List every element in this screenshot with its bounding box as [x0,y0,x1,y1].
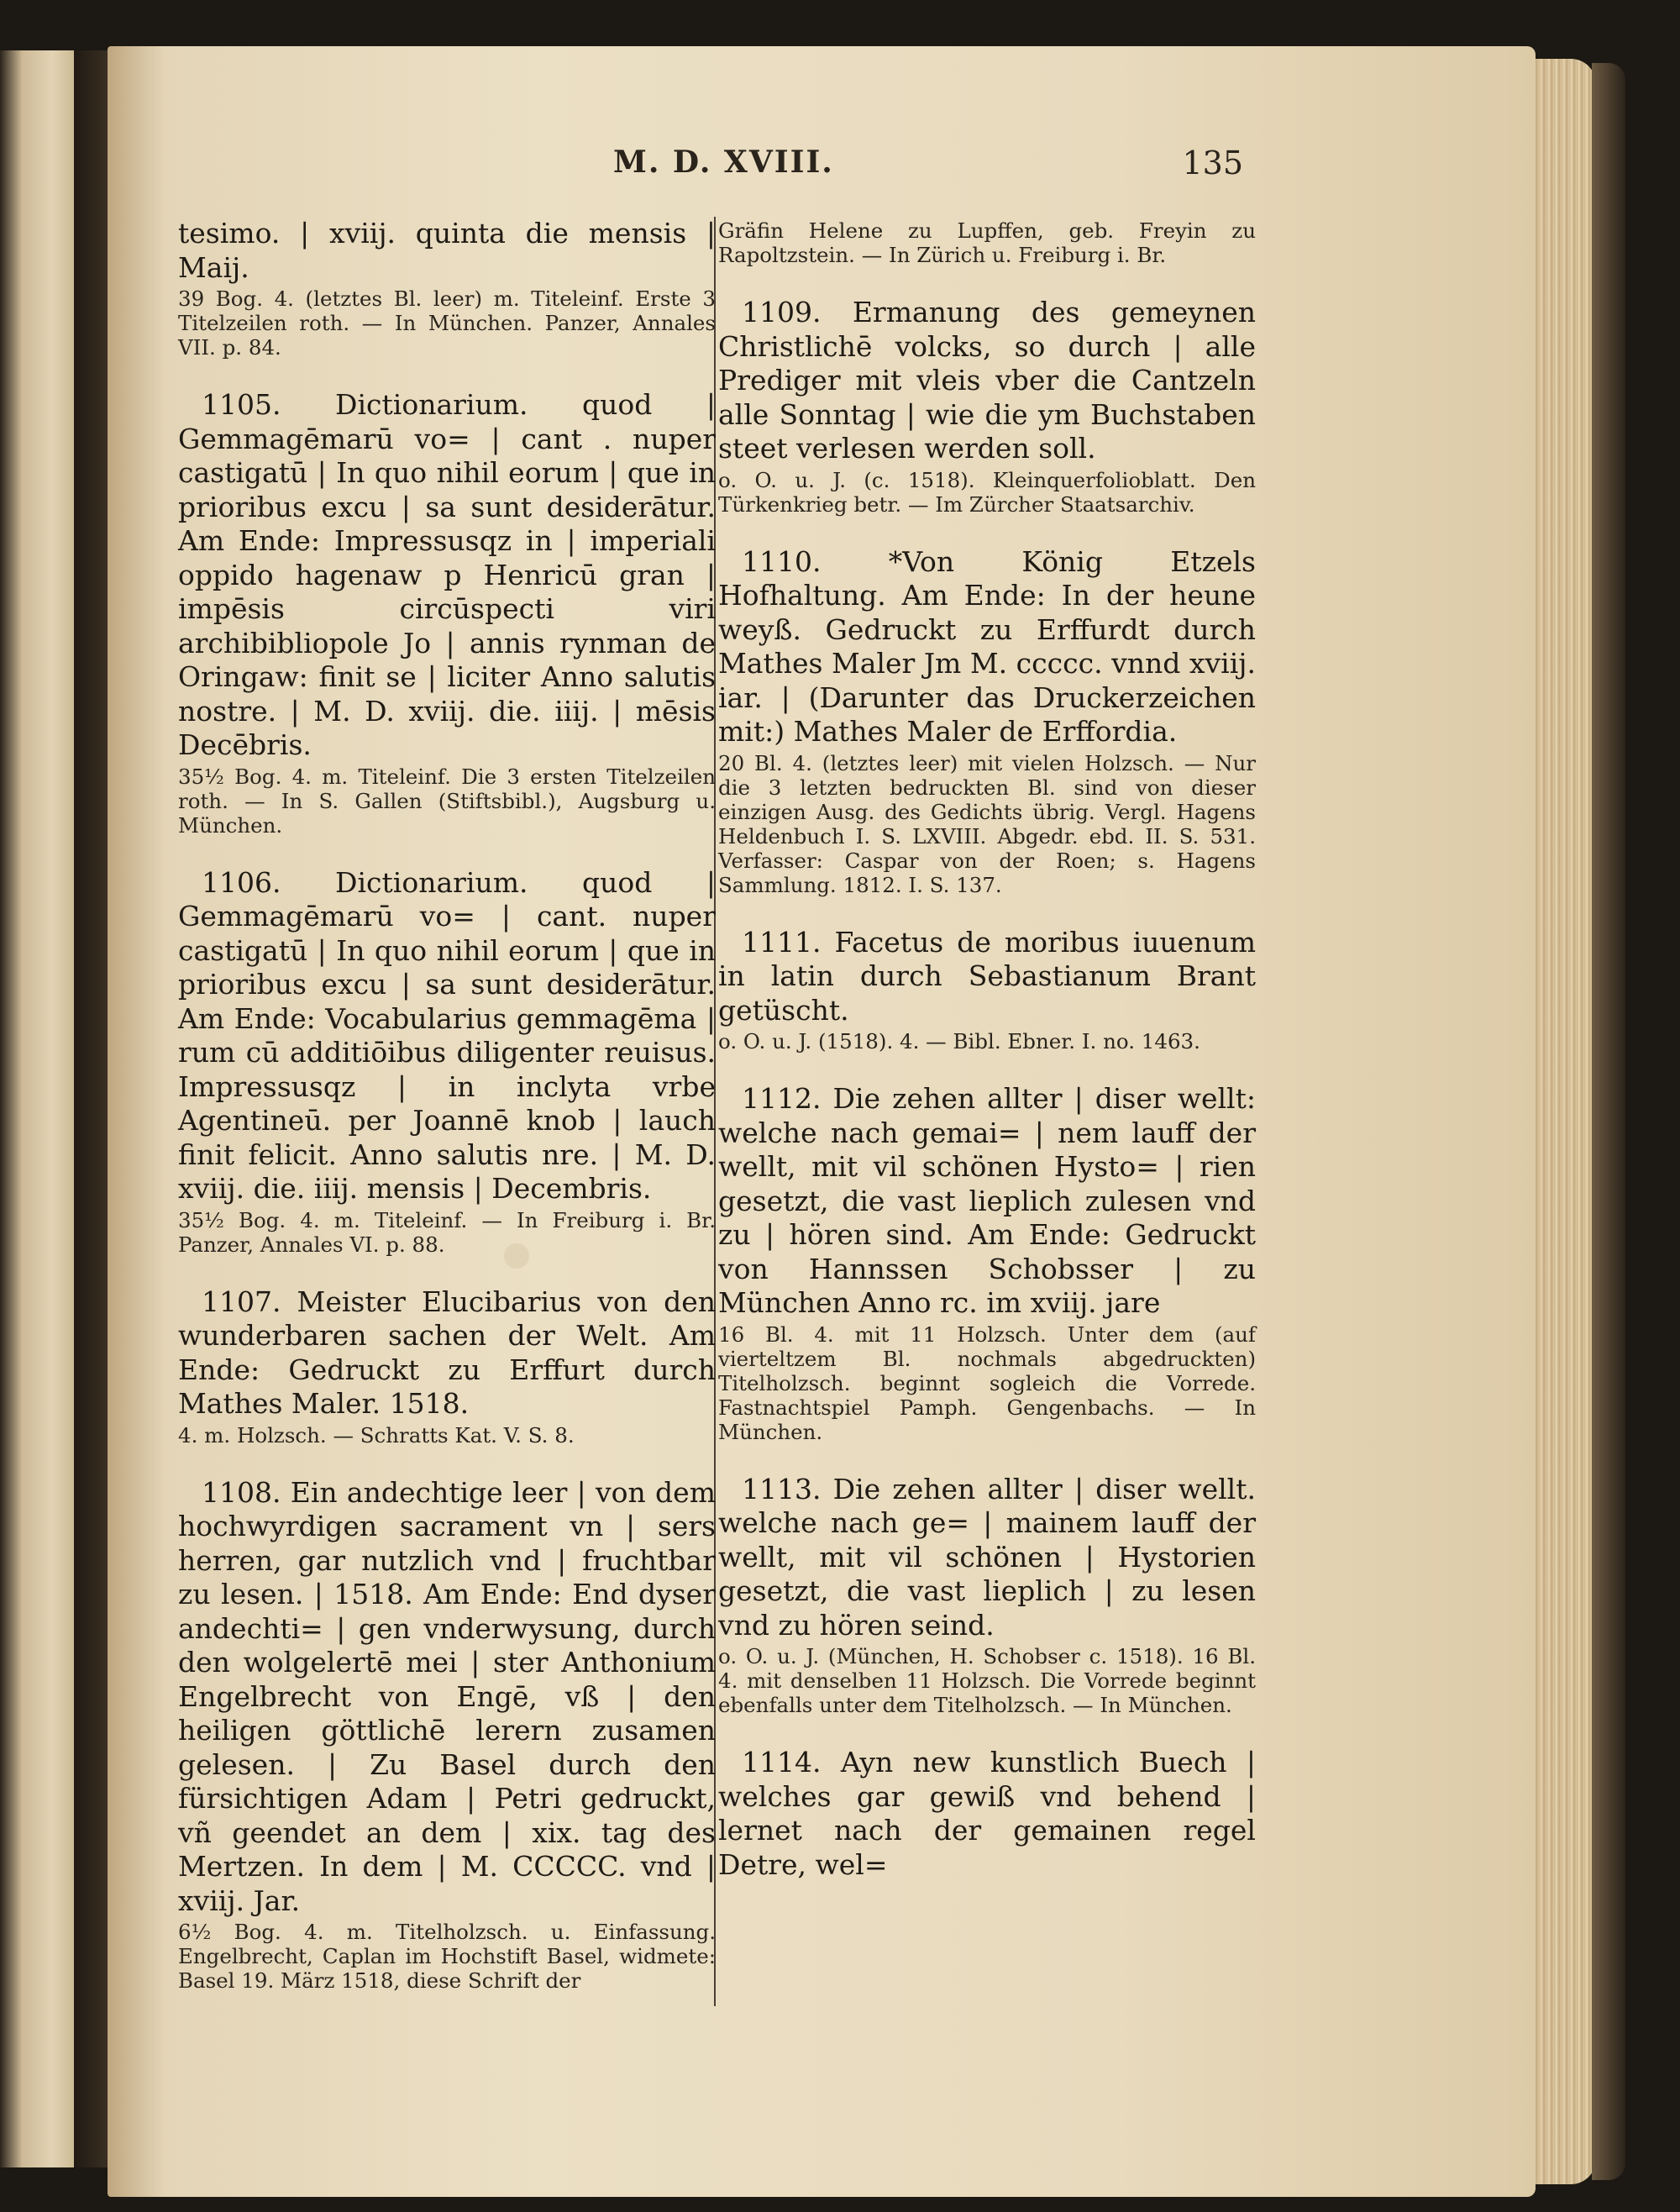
entry-note: o. O. u. J. (München, H. Schobser c. 1518). 16 Bl. 4. mit denselben 11 Holzsch. Die Vorrede beginnt ebenfalls unter dem Titelholzsch. — In München. [718,1644,1256,1717]
entry-note: o. O. u. J. (1518). 4. — Bibl. Ebner. I. no. 1463. [718,1029,1200,1053]
entry-note: 16 Bl. 4. mit 11 Holzsch. Unter dem (auf vierteltzem Bl. nochmals abgedruckten) Titelholzsch. beginnt sogleich die Vorrede. Fastnachtspiel Pamph. Gengenbachs. — In München. [718,1321,1256,1444]
left-column [178,217,716,1993]
entry-number: 1110. [742,544,822,578]
entry-continuation [178,217,716,360]
entry-note: 39 Bog. 4. (letztes Bl. leer) m. Titeleinf. Erste 3 Titelzeilen roth. — In München. Panzer, Annales VII. p. 84. [178,286,716,360]
entry-body: tesimo. | xviij. quinta die mensis | Maij. [178,217,716,284]
entry-number: 1114. [742,1746,822,1779]
entry-1111 [718,926,1256,1054]
entry-body: Dictionarium. quod | Gemmagēmarū vo= | cant. nuper castigatū | In quo nihil eorum | que in prioribus excu | sa sunt desiderātur. Am Ende: Vocabularius gemmagēma | rum cū additiōibus diligenter reuisus. Impressusqz | in inclyta vrbe Agentineū. per Joannē knob | lauch finit felicit. Anno salutis nre. | M. D. xviij. die. iiij. mensis | Decembris. [178,865,717,1205]
entry-1107 [178,1285,716,1448]
left-page-edge [0,50,74,2167]
entry-number: 1111. [742,925,822,959]
entry-body: Ayn new kunstlich Buech | welches gar gewiß vnd behend | lernet nach der gemainen regel Detre, wel= [718,1746,1256,1881]
entry-body: Die zehen allter | diser wellt. welche nach ge= | mainem lauff der wellt, mit vil schönen | Hystorien gesetzt, die vast lieplich | zu lesen vnd zu hören seind. [718,1472,1256,1642]
entry-note: 4. m. Holzsch. — Schratts Kat. V. S. 8. [178,1422,575,1448]
entry-note: Gräfin Helene zu Lupffen, geb. Freyin zu Rapoltzstein. — In Zürich u. Freiburg i. Br. [718,218,1256,267]
entry-body: *Von König Etzels Hofhaltung. Am Ende: In der heune weyß. Gedruckt zu Erffurdt durch Mathes Maler Jm M. ccccc. vnnd xviij. iar. | (Darunter das Druckerzeichen mit:) Mathes Maler de Erffordia. [718,544,1256,748]
entry-1110 [718,545,1256,897]
entry-body: Ein andechtige leer | von dem hochwyrdigen sacrament vn | sers herren, gar nutzlich vnd | fruchtbar zu lesen. | 1518. Am Ende: End dyser andechti= | gen vnderwysung, durch den wolgelertē mei | ster Anthonium Engelbrecht von Engē, vß | den heiligen göttlichē lerern zusamen gelesen. | Zu Basel durch den fürsichtigen Adam | Petri gedruckt, vñ geendet an dem | xix. tag des Mertzen. In dem | M. CCCCC. vnd | xviij. Jar. [178,1475,716,1917]
entry-body: Meister Elucibarius von den wunderbaren sachen der Welt. Am Ende: Gedruckt zu Erffurt durch Mathes Maler. 1518. [178,1285,716,1420]
entry-number: 1105. [202,388,281,421]
entry-1109 [718,296,1256,517]
running-title: M. D. XVIII. [613,144,834,180]
entry-number: 1108. [202,1475,281,1509]
entry-1114 [718,1746,1256,1882]
entry-1113 [718,1473,1256,1718]
entry-note: o. O. u. J. (c. 1518). Kleinquerfolioblatt. Den Türkenkrieg betr. — Im Zürcher Staatsarchiv. [718,467,1256,517]
page-header [176,144,1243,195]
entry-number: 1112. [742,1082,822,1115]
entry-note: 20 Bl. 4. (letztes leer) mit vielen Holzsch. — Nur die 3 letzten bedruckten Bl. sind von dieser einzigen Ausg. des Gedichts übrig. Vergl. Hagens Heldenbuch I. S. LXVIII. Abgedr. ebd. II. S. 531. Verfasser: Caspar von der Roen; s. Hagens Sammlung. 1812. I. S. 137. [718,750,1256,897]
entry-1106 [178,866,716,1257]
book-gutter [74,50,108,2167]
entry-number: 1107. [202,1285,281,1318]
entry-1108 [178,1476,716,1994]
entry-continuation [718,218,1256,267]
entry-number: 1106. [202,865,281,899]
page-number: 135 [1182,144,1243,181]
entry-number: 1113. [742,1472,822,1505]
entry-1105 [178,388,716,838]
entry-body: Ermanung des gemeynen Christlichē volcks, so durch | alle Prediger mit vleis vber die Cantzeln alle Sonntag | wie die ym Buchstaben steet verlesen werden soll. [718,296,1256,465]
entry-body: Facetus de moribus iuuenum in latin durch Sebastianum Brant getüscht. [718,925,1256,1027]
entry-note: 35½ Bog. 4. m. Titeleinf. Die 3 ersten Titelzeilen roth. — In S. Gallen (Stiftsbibl.), Augsburg u. München. [178,764,716,838]
entry-body: Dictionarium. quod | Gemmagēmarū vo= | cant . nuper castigatū | In quo nihil eorum | que in prioribus excu | sa sunt desiderātur. Am Ende: Impressusqz in | imperiali oppido hagenaw p Henricū gran | impēsis circūspecti viri archibibliopole Jo | annis rynman de Oringaw: finit se | liciter Anno salutis nostre. | M. D. xviij. die. iiij. | mēsis Decēbris. [178,388,717,761]
entry-note: 35½ Bog. 4. m. Titeleinf. — In Freiburg i. Br. Panzer, Annales VI. p. 88. [178,1207,716,1257]
book-cover-edge [1592,63,1625,2180]
right-column [718,217,1256,1882]
entry-number: 1109. [742,296,822,328]
entry-body: Die zehen allter | diser wellt: welche nach gemai= | nem lauff der wellt, mit vil schönen Hysto= | rien gesetzt, die vast lieplich zulesen vnd zu | hören sind. Am Ende: Gedruckt von Hannssen Schobsser | zu München Anno rc. im xviij. jare [718,1082,1256,1319]
entry-1112 [718,1082,1256,1444]
entry-note: 6½ Bog. 4. m. Titelholzsch. u. Einfassung. Engelbrecht, Caplan im Hochstift Basel, widmete: Basel 19. März 1518, diese Schrift der [178,1920,716,1993]
